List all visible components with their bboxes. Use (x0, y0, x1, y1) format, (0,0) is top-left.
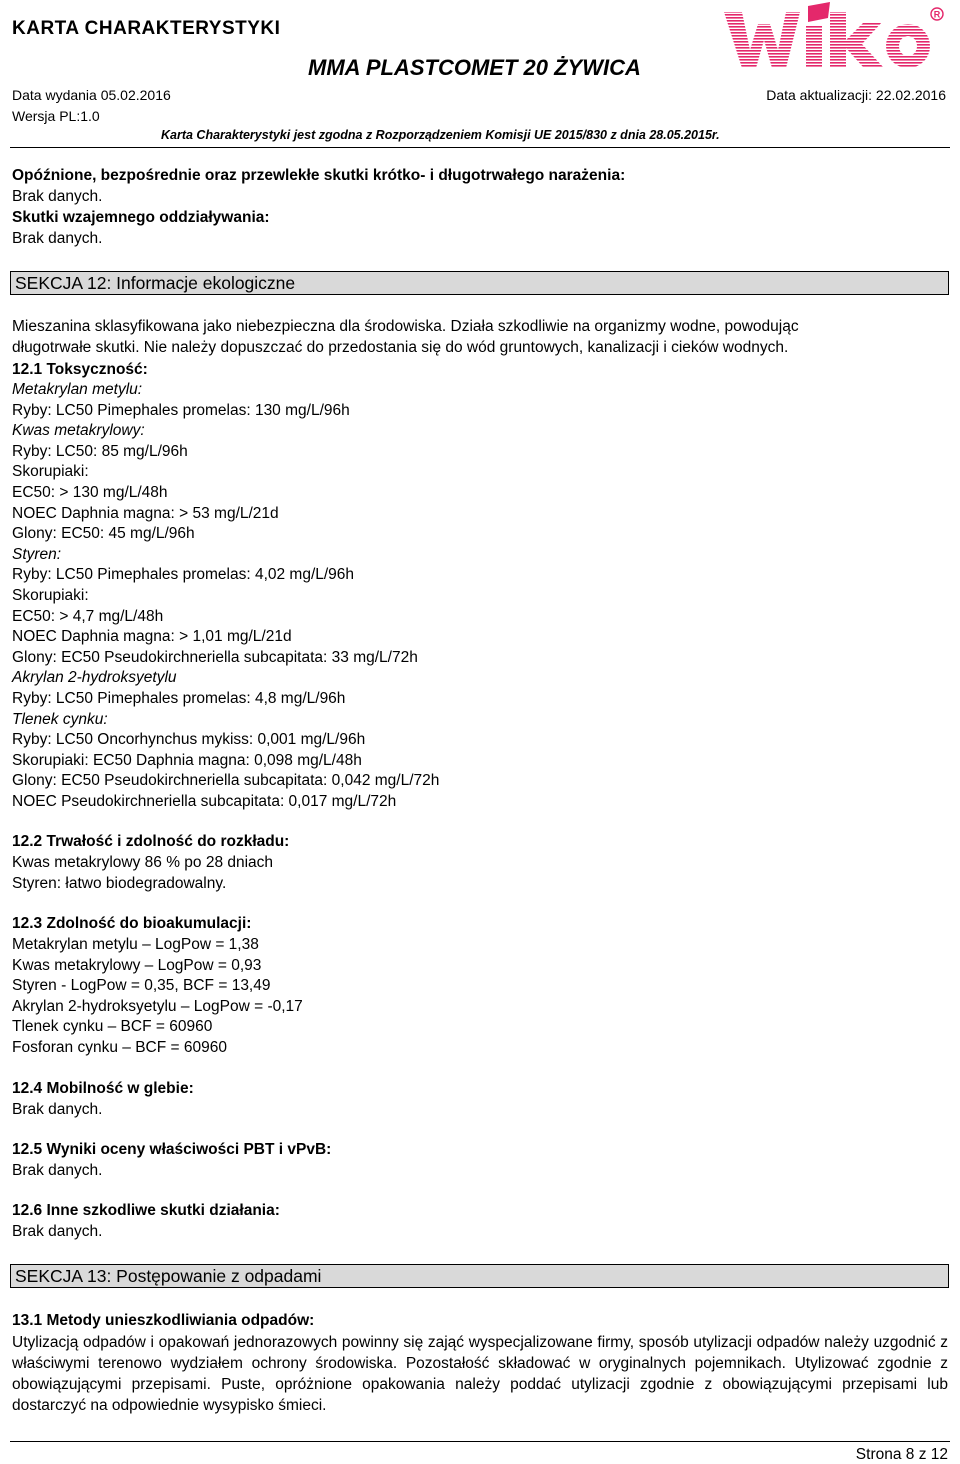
toxicity-value: Glony: EC50 Pseudokirchneriella subcapitata: 33 mg/L/72h (12, 648, 418, 666)
pbt-heading: 12.5 Wyniki oceny właściwości PBT i vPvB: (12, 1141, 332, 1158)
toxicity-value: EC50: > 4,7 mg/L/48h (12, 607, 164, 625)
bioaccumulation-line: Metakrylan metylu – LogPow = 1,38 (12, 936, 259, 953)
regulation-note: Karta Charakterystyki jest zgodna z Rozporządzeniem Komisji UE 2015/830 z dnia 28.05.2015r. (161, 128, 720, 142)
interaction-effects-value: Brak danych. (12, 230, 103, 247)
page-number: Strona 8 z 12 (855, 1446, 948, 1463)
toxicity-value: Glony: EC50: 45 mg/L/96h (12, 525, 195, 543)
delayed-effects-value: Brak danych. (12, 188, 103, 205)
other-effects-value: Brak danych. (12, 1223, 103, 1240)
document-type-title: KARTA CHARAKTERYSTYKI (12, 18, 281, 39)
toxicity-value: NOEC Pseudokirchneriella subcapitata: 0,017 mg/L/72h (12, 793, 397, 810)
section-13-title: SEKCJA 13: Postępowanie z odpadami (15, 1266, 322, 1286)
bioaccumulation-heading: 12.3 Zdolność do bioakumulacji: (12, 915, 252, 932)
svg-text:R: R (933, 9, 941, 20)
toxicity-heading: 12.1 Toksyczność: (12, 361, 148, 378)
toxicity-value: NOEC Daphnia magna: > 53 mg/L/21d (12, 504, 279, 522)
issue-date: Data wydania 05.02.2016 (12, 87, 171, 103)
product-name: MMA PLASTCOMET 20 ŻYWICA (308, 55, 641, 80)
mobility-heading: 12.4 Mobilność w glebie: (12, 1080, 194, 1097)
substance-name: Styren: (12, 545, 62, 563)
delayed-effects-heading: Opóźnione, bezpośrednie oraz przewlekłe skutki krótko- i długotrwałego narażenia: (12, 167, 626, 184)
toxicity-value: Ryby: LC50 Pimephales promelas: 4,8 mg/L/96h (12, 690, 346, 707)
toxicity-value: Ryby: LC50: 85 mg/L/96h (12, 442, 188, 460)
toxicity-value: NOEC Daphnia magna: > 1,01 mg/L/21d (12, 628, 292, 646)
bioaccumulation-line: Tlenek cynku – BCF = 60960 (12, 1018, 213, 1035)
waste-methods-text: Utylizacją odpadów i opakowań jednorazowych powinny się zająć wyspecjalizowane firmy, sposób utylizacji odpadów należy uzgodnić z właściwymi terenowo wydziałem ochrony środowiska. Pozostałość składować w oryginalnych pojemnikach. Utylizować zgodnie z obowiązującymi przepisami. Puste, opróżnione opakowania należy poddać utylizacji zgodnie z obowiązującymi przepisami lub dostarczyć na odpowiednie wysypisko śmieci. (12, 1334, 948, 1414)
substance-name: Akrylan 2-hydroksyetylu (12, 669, 177, 687)
bioaccumulation-line: Fosforan cynku – BCF = 60960 (12, 1039, 227, 1056)
interaction-effects-heading: Skutki wzajemnego oddziaływania: (12, 209, 270, 226)
section-12-intro-line-1: Mieszanina sklasyfikowana jako niebezpieczna dla środowiska. Działa szkodliwie na organizmy wodne, powodując (12, 318, 799, 335)
waste-methods-heading: 13.1 Metody unieszkodliwiania odpadów: (12, 1312, 315, 1329)
persistence-line: Styren: łatwo biodegradowalny. (12, 875, 227, 892)
wiko-logo (722, 2, 947, 74)
version: Wersja PL:1.0 (12, 108, 100, 124)
toxicity-value: Skorupiaki: (12, 587, 89, 604)
toxicity-value: Glony: EC50 Pseudokirchneriella subcapitata: 0,042 mg/L/72h (12, 772, 440, 790)
update-date: Data aktualizacji: 22.02.2016 (766, 87, 946, 103)
toxicity-value: Ryby: LC50 Pimephales promelas: 130 mg/L/96h (12, 401, 350, 419)
persistence-heading: 12.2 Trwałość i zdolność do rozkładu: (12, 833, 290, 850)
section-12-title: SEKCJA 12: Informacje ekologiczne (15, 273, 296, 293)
section-12-header (10, 271, 949, 295)
bioaccumulation-line: Akrylan 2-hydroksyetylu – LogPow = -0,17 (12, 998, 303, 1015)
toxicity-value: Skorupiaki: (12, 463, 89, 481)
toxicity-value: Ryby: LC50 Pimephales promelas: 4,02 mg/L/96h (12, 566, 355, 584)
header-divider (10, 147, 950, 148)
mobility-value: Brak danych. (12, 1101, 103, 1118)
bioaccumulation-line: Styren - LogPow = 0,35, BCF = 13,49 (12, 977, 271, 994)
substance-name: Tlenek cynku: (12, 710, 108, 728)
section-12-intro-line-2: długotrwałe skutki. Nie należy dopuszczać do przedostania się do wód gruntowych, kanalizacji i cieków wodnych. (12, 339, 789, 356)
pbt-value: Brak danych. (12, 1162, 103, 1179)
bioaccumulation-line: Kwas metakrylowy – LogPow = 0,93 (12, 957, 262, 974)
toxicity-value: EC50: > 130 mg/L/48h (12, 484, 168, 501)
toxicity-value: Skorupiaki: EC50 Daphnia magna: 0,098 mg/L/48h (12, 751, 362, 769)
substance-name: Metakrylan metylu: (12, 381, 143, 398)
substance-name: Kwas metakrylowy: (12, 422, 145, 440)
section-13-header (10, 1264, 949, 1288)
other-effects-heading: 12.6 Inne szkodliwe skutki działania: (12, 1202, 280, 1219)
footer-divider (10, 1441, 950, 1442)
persistence-line: Kwas metakrylowy 86 % po 28 dniach (12, 854, 274, 871)
toxicity-value: Ryby: LC50 Oncorhynchus mykiss: 0,001 mg/L/96h (12, 731, 366, 749)
